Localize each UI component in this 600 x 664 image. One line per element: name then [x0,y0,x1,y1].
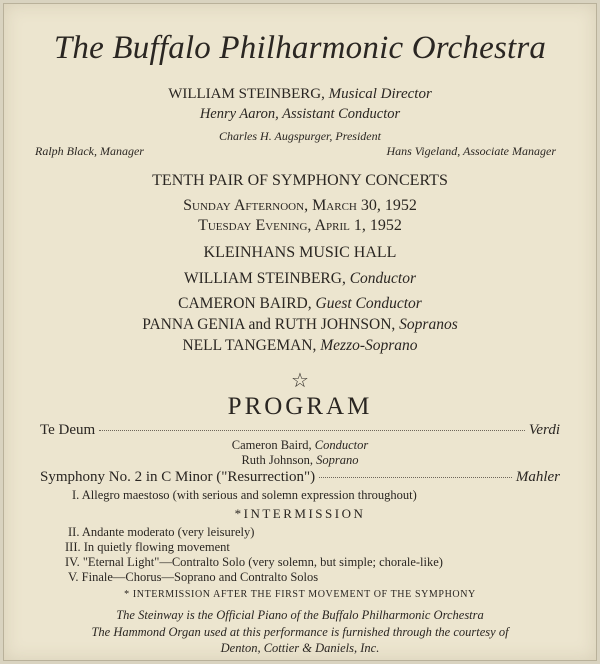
credit-role: Conductor [314,438,369,452]
orchestra-title: The Buffalo Philharmonic Orchestra [53,30,547,66]
te-deum-soprano-credit [4,453,596,468]
director-name: WILLIAM STEINBERG, [168,86,325,102]
movement-item: V. Finale—Chorus—Soprano and Contralto Solos [68,570,319,584]
work-title: Te Deum [40,422,96,438]
work-composer: Verdi [528,422,560,438]
te-deum-conductor-credit [4,438,596,453]
associate-manager-line: Hans Vigeland, Associate Manager [386,144,556,158]
credit-name: Cameron Baird, [231,438,312,452]
leader-dots [99,430,525,431]
date-sunday: Sunday Afternoon, March 30, 1952 [183,197,417,214]
footer-steinway: The Steinway is the Official Piano of the Buffalo Philharmonic Orchestra [116,608,484,622]
intermission-note: * INTERMISSION AFTER THE FIRST MOVEMENT OF THE SYMPHONY [124,589,476,600]
movement-item: IV. "Eternal Light"—Contralto Solo (very solemn, but simple; chorale-like) [65,555,443,569]
mezzo-line [4,337,596,355]
conductor-line [4,270,596,288]
credit-role: Soprano [316,453,359,467]
work-title: Symphony No. 2 in C Minor ("Resurrection") [40,469,316,485]
mezzo-name: NELL TANGEMAN, [182,337,317,354]
sopranos-names: PANNA GENIA and RUTH JOHNSON, [142,316,396,333]
footer-hammond: The Hammond Organ used at this performance is furnished through the courtesy of [91,625,509,639]
program-heading: PROGRAM [227,393,373,420]
manager-line: Ralph Black, Manager [35,144,144,158]
conductor-name: WILLIAM STEINBERG, [183,270,346,287]
movement-item: I. Allegro maestoso (with serious and solemn expression throughout) [72,488,417,502]
date-tuesday: Tuesday Evening, April 1, 1952 [198,217,402,234]
program-page [3,3,597,661]
guest-conductor-name: CAMERON BAIRD, [178,295,312,312]
intermission-label: *INTERMISSION [234,506,366,521]
sopranos-line [4,316,596,334]
movement-item: II. Andante moderato (very leisurely) [68,525,255,539]
guest-conductor-role: Guest Conductor [315,295,422,312]
work-symphony [40,469,560,486]
president-line: Charles H. Augspurger, President [219,129,381,143]
conductor-role: Conductor [349,270,417,287]
movement-item: III. In quietly flowing movement [65,540,230,554]
leader-dots [319,477,512,478]
mezzo-role: Mezzo-Soprano [320,337,418,354]
star-icon: ☆ [291,370,309,392]
work-te-deum [40,422,560,439]
venue: KLEINHANS MUSIC HALL [203,244,397,261]
musical-director-line [4,86,596,103]
sopranos-role: Sopranos [399,316,458,333]
concert-series: TENTH PAIR OF SYMPHONY CONCERTS [152,172,448,189]
director-role: Musical Director [328,86,432,102]
work-composer: Mahler [515,469,560,485]
credit-name: Ruth Johnson, [241,453,314,467]
assistant-conductor-line: Henry Aaron, Assistant Conductor [199,106,401,122]
footer-dealer: Denton, Cottier & Daniels, Inc. [220,641,380,655]
guest-conductor-line [4,295,596,313]
